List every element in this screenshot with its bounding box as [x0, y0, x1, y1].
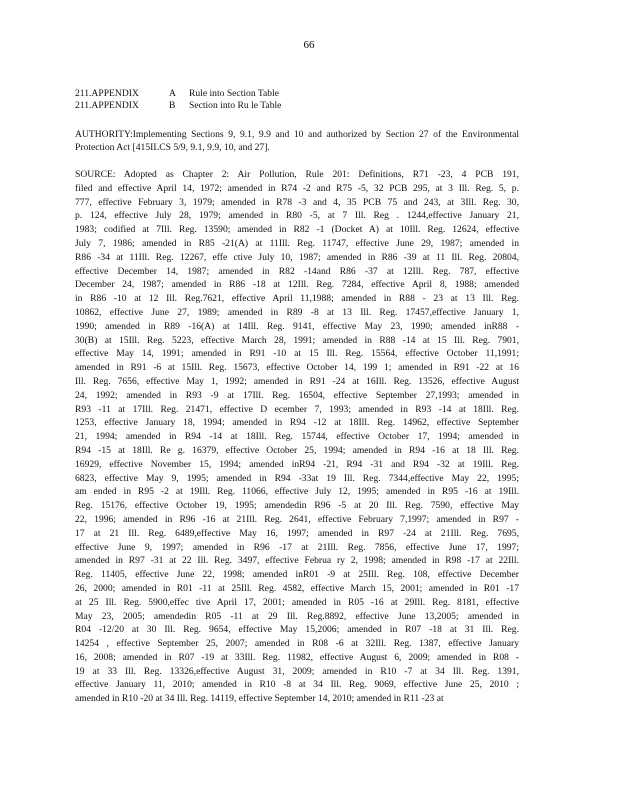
appendix-a: [75, 88, 281, 100]
authority-paragraph: AUTHORITY:Implementing Sections 9, 9.1, 9.9 and 10 and authorized by Section 27 of the Environmental Protection Act [415ILCS 5/9, 9.1, 9.9, 10, and 27].: [75, 129, 519, 153]
source-line: effective June 9, 1997; amended in R96 -17 at 21Ill. Reg. 7856, effective June 17, 1997;: [75, 541, 519, 553]
appendix-letter: A: [169, 88, 176, 99]
source-line: 16929, effective November 15, 1994; amended inR94 -21, R94 -31 and R94 -32 at 19Ill. Reg.: [75, 458, 519, 470]
source-line: Reg. 15176, effective October 19, 1995; amendedin R96 -5 at 20 Ill. Reg. 7590, effective May: [75, 500, 519, 512]
source-line: 22, 1996; amended in R96 -16 at 21Ill. Reg. 2641, effective February 7,1997; amended in R97 -: [75, 513, 519, 525]
source-paragraph: [75, 168, 519, 706]
source-line: July 7, 1986; amended in R85 -21(A) at 11Ill. Reg. 11747, effective June 29, 1987; amended in: [75, 237, 519, 249]
source-line: 1253, effective January 18, 1994; amended in R94 -12 at 18Ill. Reg. 14962, effective September: [75, 417, 519, 429]
source-line: 26, 2000; amended in R01 -11 at 25Ill. Reg. 4582, effective March 15, 2001; amended in R01 -17: [75, 582, 519, 594]
source-line: 16, 2008; amended in R07 -19 at 33Ill. Reg. 11982, effective August 6, 2009; amended in R08 -: [75, 651, 519, 663]
appendix-list: [75, 88, 281, 112]
source-line: amended in R91 -6 at 15Ill. Reg. 15673, effective October 14, 199 1; amended in R91 -22 at 16: [75, 362, 519, 374]
source-line: 19 at 33 Ill. Reg. 13326,effective August 31, 2009; amended in R10 -7 at 34 Ill. Reg. 1391,: [75, 665, 519, 677]
source-line: 6823, effective May 9, 1995; amended in R94 -33at 19 Ill. Reg. 7344,effective May 22, 1995;: [75, 472, 519, 484]
source-line: 24, 1992; amended in R93 -9 at 17Ill. Reg. 16504, effective September 27,1993; amended in: [75, 389, 519, 401]
source-line: at 25 Ill. Reg. 5900,effec tive April 17, 2001; amended in R05 -16 at 29Ill. Reg. 8181, effective: [75, 596, 519, 608]
source-line: Reg. 11405, effective June 22, 1998; amended inR01 -9 at 25Ill. Reg. 108, effective December: [75, 569, 519, 581]
page-number: 66: [303, 39, 315, 51]
appendix-title: Rule into Section Table: [189, 88, 280, 99]
source-line: am ended in R95 -2 at 19Ill. Reg. 11066, effective July 12, 1995; amended in R95 -16 at 19Ill.: [75, 486, 519, 498]
source-line: 14254 , effective September 25, 2007; amended in R08 -6 at 32Ill. Reg. 1387, effective January: [75, 638, 519, 650]
source-line: 17 at 21 Ill. Reg. 6489,effective May 16, 1997; amended in R97 -24 at 21Ill. Reg. 7695,: [75, 527, 519, 539]
source-line: 30(B) at 15Ill. Reg. 5223, effective March 28, 1991; amended in R88 -14 at 15 Ill. Reg. 7901,: [75, 334, 519, 346]
source-line: R94 -15 at 18Ill. Re g. 16379, effective October 25, 1994; amended in R94 -16 at 18 Ill. Reg.: [75, 444, 519, 456]
source-line: 777, effective February 3, 1979; amended in R78 -3 and 4, 35 PCB 75 and 243, at 3Ill. Reg. 30,: [75, 196, 519, 208]
source-line: R86 -34 at 11Ill. Reg. 12267, effe ctive July 10, 1987; amended in R86 -39 at 11 Ill. Reg. 20804,: [75, 251, 519, 263]
source-line: December 24, 1987; amended in R86 -18 at 12Ill. Reg. 7284, effective April 8, 1988; amended: [75, 279, 519, 291]
source-line: SOURCE: Adopted as Chapter 2: Air Pollution, Rule 201: Definitions, R71 -23, 4 PCB 191,: [75, 169, 519, 180]
source-line: 21, 1994; amended in R94 -14 at 18Ill. Reg. 15744, effective October 17, 1994; amended in: [75, 431, 519, 443]
source-line: 1983; codified at 7Ill. Reg. 13590; amended in R82 -1 (Docket A) at 10Ill. Reg. 12624, effective: [75, 224, 519, 236]
source-line: effective May 14, 1991; amended in R91 -10 at 15 Ill. Reg. 15564, effective October 11,1991;: [75, 348, 519, 360]
source-line: effective December 14, 1987; amended in R82 -14and R86 -37 at 12Ill. Reg. 787, effective: [75, 265, 519, 277]
source-line: R93 -11 at 17Ill. Reg. 21471, effective D ecember 7, 1993; amended in R93 -14 at 18Ill. Reg.: [75, 403, 519, 415]
source-line: May 23, 2005; amendedin R05 -11 at 29 Ill. Reg.8892, effective June 13,2005; amended in: [75, 610, 519, 622]
source-line: effective January 11, 2010; amended in R10 -8 at 34 Ill. Reg. 9069, effective June 25, 2010 ;: [75, 679, 519, 691]
source-line: p. 124, effective July 28, 1979; amended in R80 -5, at 7 Ill. Reg . 1244,effective January 21,: [75, 210, 519, 222]
source-line: 1990; amended in R89 -16(A) at 14Ill. Reg. 9141, effective May 23, 1990; amended inR88 -: [75, 320, 519, 332]
appendix-b: [75, 100, 281, 112]
source-line: Ill. Reg. 7656, effective May 1, 1992; amended in R91 -24 at 16Ill. Reg. 13526, effective August: [75, 375, 519, 387]
source-line: amended in R10 -20 at 34 Ill. Reg. 14119, effective September 14, 2010; amended in R11 -23 at: [75, 693, 444, 705]
appendix-title: Section into Ru le Table: [189, 100, 282, 111]
appendix-letter: B: [169, 100, 176, 111]
appendix-label: 211.APPENDIX: [75, 88, 139, 99]
appendix-label: 211.APPENDIX: [75, 100, 139, 111]
source-line: R04 -12/20 at 30 Ill. Reg. 9654, effective May 15,2006; amended in R07 -18 at 31 Ill. Reg.: [75, 624, 519, 636]
source-line: amended in R97 -31 at 22 Ill. Reg. 3497, effective Februa ry 2, 1998; amended in R98 -17 at 22Ill.: [75, 555, 519, 567]
source-line: filed and effective April 14, 1972; amended in R74 -2 and R75 -5, 32 PCB 295, at 3 Ill. Reg. 5, p.: [75, 182, 519, 194]
source-line: 10862, effective June 27, 1989; amended in R89 -8 at 13 Ill. Reg. 17457,effective January 1,: [75, 306, 519, 318]
source-line: in R86 -10 at 12 Ill. Reg.7621, effective April 11,1988; amended in R88 - 23 at 13 Ill. Reg.: [75, 293, 519, 305]
